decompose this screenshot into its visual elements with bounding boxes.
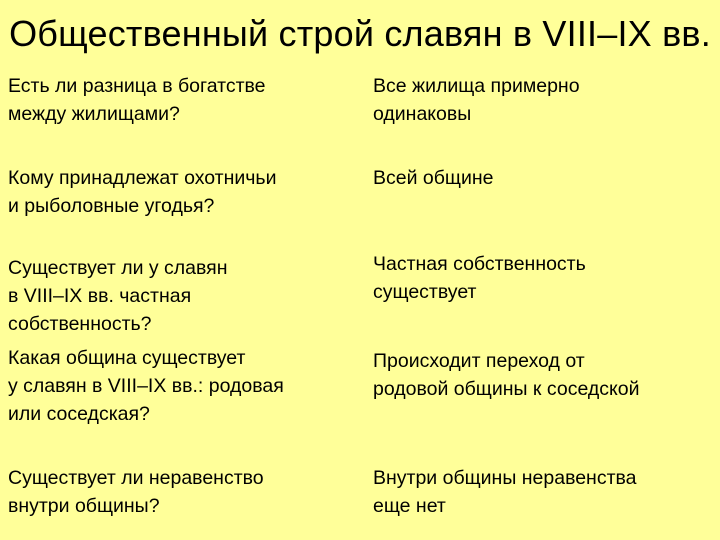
- answer-1: Все жилища примерно одинаковы: [373, 75, 580, 125]
- question-4: Какая община существует у славян в VIII–IX вв.: родовая или соседская?: [8, 347, 284, 425]
- answer-4: Происходит переход от родовой общины к соседской: [373, 350, 640, 400]
- question-1: Есть ли разница в богатстве между жилищами?: [8, 75, 266, 125]
- answer-2: Всей общине: [373, 167, 494, 189]
- question-5: Существует ли неравенство внутри общины?: [8, 467, 264, 517]
- question-3: Существует ли у славян в VIII–IX вв. частная собственность?: [8, 257, 228, 335]
- answer-3: Частная собственность существует: [373, 253, 586, 303]
- slide-title: Общественный строй славян в VIII–IX вв.: [9, 13, 711, 54]
- answer-5: Внутри общины неравенства еще нет: [373, 467, 637, 517]
- question-2: Кому принадлежат охотничьи и рыболовные угодья?: [8, 167, 277, 217]
